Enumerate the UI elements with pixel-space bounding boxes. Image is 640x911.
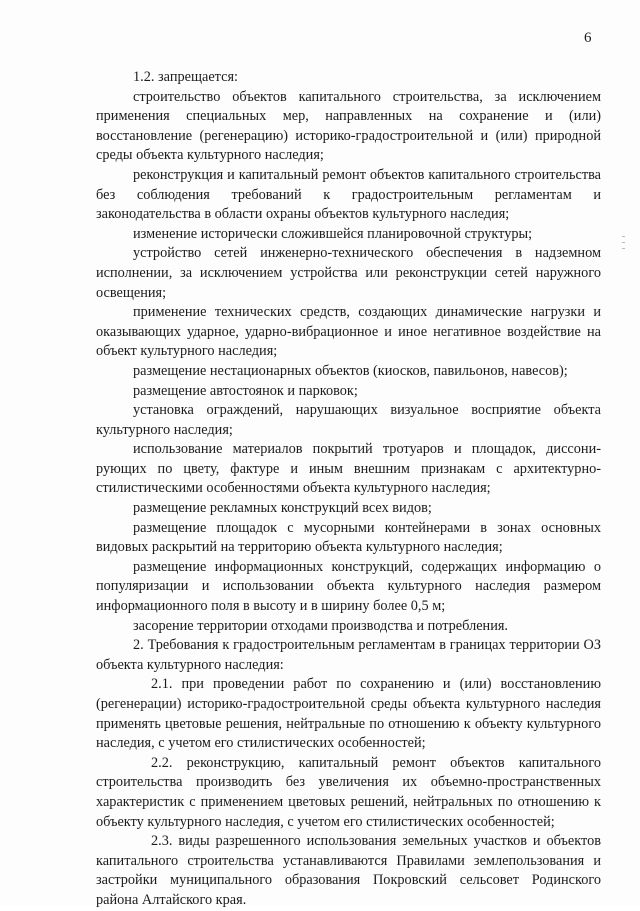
- scan-artifact: [622, 242, 625, 243]
- paragraph: размещение нестационарных объектов (киосков, павильонов, навесов);: [133, 362, 568, 379]
- paragraph: размещение рекламных конструкций всех видов;: [133, 500, 432, 517]
- paragraph: 2.2. реконструкцию, капитальный ремонт объектов капитального строительства производить без увеличения их объемно-пространственных характеристик с применением цветовых решений, нейтральных по отношению к объекту культурного наследия, с учетом его стилистических особенностей;: [96, 754, 601, 830]
- paragraph: использование материалов покрытий тротуаров и площадок, диссонирующих по цвету, фактуре и иным внешним признакам с архитектурно-стилистическими особенностями объекта культурного наследия;: [96, 441, 601, 497]
- page-number: 6: [584, 30, 592, 46]
- paragraph: 2.1. при проведении работ по сохранению и (или) восстановлению (регенерации) историко-градостроительной среды объекта культурного наследия применять цветовые решения, нейтральные по отношению к объекту культурного наследия, с учетом его стилистических особенностей;: [96, 676, 601, 752]
- paragraph: строительство объектов капитального строительства, за исключением применения специальных мер, направленных на сохранение и (или) восстановление (регенерацию) историко-градостроительной и (или) природной среды объекта культурного наследия;: [96, 88, 601, 164]
- paragraph: засорение территории отходами производства и потребления.: [133, 617, 509, 634]
- document-body: [96, 68, 601, 911]
- paragraph: 1.2. запрещается:: [133, 69, 238, 85]
- paragraph: реконструкция и капитальный ремонт объектов капитального строительства без соблюдения требований к градостроительным регламентам и законодательства в области охраны объектов культурного наследия;: [96, 166, 601, 223]
- paragraph: установка ограждений, нарушающих визуальное восприятие объекта культурного наследия;: [96, 402, 601, 438]
- paragraph: размещение площадок с мусорными контейнерами в зонах основных видовых раскрытий на территорию объекта культурного наследия;: [96, 519, 601, 556]
- paragraph: устройство сетей инженерно-технического обеспечения в надземном исполнении, за исключением устройства или реконструкции сетей наружного освещения;: [96, 245, 601, 301]
- paragraph: размещение информационных конструкций, содержащих информацию о популяризации и использовании объекта культурного наследия размером информационного поля в высоту и в ширину более 0,5 м;: [96, 558, 601, 615]
- paragraph: размещение автостоянок и парковок;: [133, 382, 358, 399]
- paragraph: изменение исторически сложившейся планировочной структуры;: [133, 225, 533, 242]
- paragraph: 2.3. виды разрешенного использования земельных участков и объектов капитального строительства устанавливаются Правилами землепользования и застройки муниципального образования Покровский сельсовет Родинского района Алтайского края.: [96, 833, 601, 908]
- scan-artifact: [622, 248, 625, 249]
- scan-artifact: [622, 236, 625, 237]
- paragraph: применение технических средств, создающих динамические нагрузки и оказывающих ударное, ударно-вибрационное и иное негативное воздействие на объект культурного наследия;: [96, 304, 601, 360]
- paragraph: 2. Требования к градостроительным регламентам в границах территории ОЗ объекта культурного наследия:: [96, 637, 601, 673]
